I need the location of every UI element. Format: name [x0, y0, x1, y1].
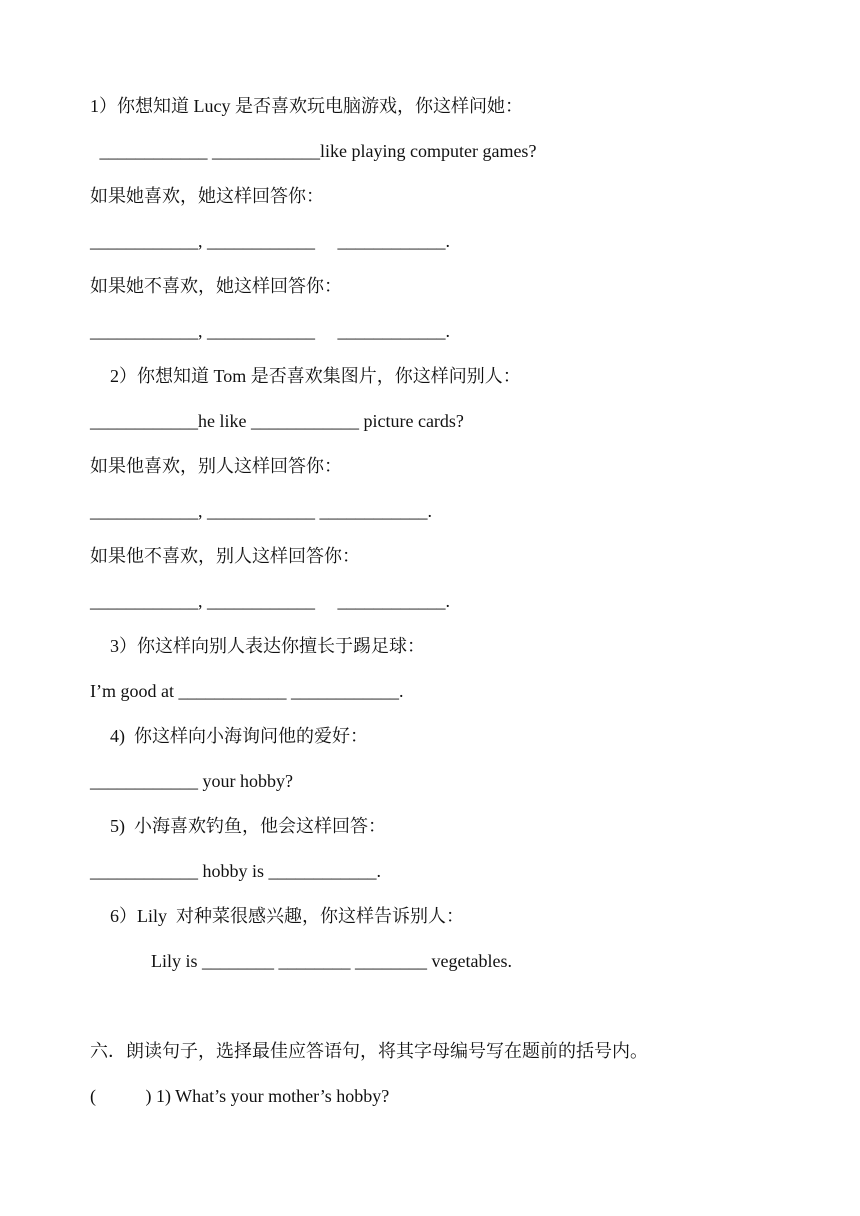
question-1-blank-line: ____________ ____________like playing computer games?	[95, 141, 537, 161]
question-5-blank-line: ____________ hobby is ____________.	[90, 861, 382, 881]
question-4-blank-line: ____________ your hobby?	[90, 771, 293, 791]
question-1-yes-prompt: 如果她喜欢，她这样回答你：	[90, 186, 324, 206]
section-6-question-1: ( ) 1) What’s your mother’s hobby?	[90, 1086, 390, 1106]
section-6-heading: 六．朗读句子，选择最佳应答语句，将其字母编号写在题前的括号内。	[90, 1041, 648, 1061]
question-3-prompt: 3）你这样向别人表达你擅长于踢足球：	[110, 636, 425, 656]
question-2-yes-blank: ____________, ____________ ____________.	[90, 501, 432, 521]
question-3-blank-line: I’m good at ____________ ____________.	[90, 681, 404, 701]
question-1-no-prompt: 如果她不喜欢，她这样回答你：	[90, 276, 342, 296]
question-2-blank-line: ____________he like ____________ picture cards?	[90, 411, 464, 431]
question-2-prompt: 2）你想知道 Tom 是否喜欢集图片，你这样问别人：	[110, 366, 521, 386]
question-4-prompt: 4) 你这样向小海询问他的爱好：	[110, 726, 368, 746]
question-1-no-blank: ____________, ____________ ____________.	[90, 321, 450, 341]
question-1-yes-blank: ____________, ____________ ____________.	[90, 231, 450, 251]
question-2-no-blank: ____________, ____________ ____________.	[90, 591, 450, 611]
question-6-blank-line: Lily is ________ ________ ________ vegetables.	[151, 951, 512, 971]
question-5-prompt: 5) 小海喜欢钓鱼，他会这样回答：	[110, 816, 386, 836]
question-2-yes-prompt: 如果他喜欢，别人这样回答你：	[90, 456, 342, 476]
question-2-no-prompt: 如果他不喜欢，别人这样回答你：	[90, 546, 360, 566]
question-6-prompt: 6）Lily 对种菜很感兴趣，你这样告诉别人：	[110, 906, 464, 926]
question-1-prompt: 1）你想知道 Lucy 是否喜欢玩电脑游戏，你这样问她：	[90, 96, 523, 116]
